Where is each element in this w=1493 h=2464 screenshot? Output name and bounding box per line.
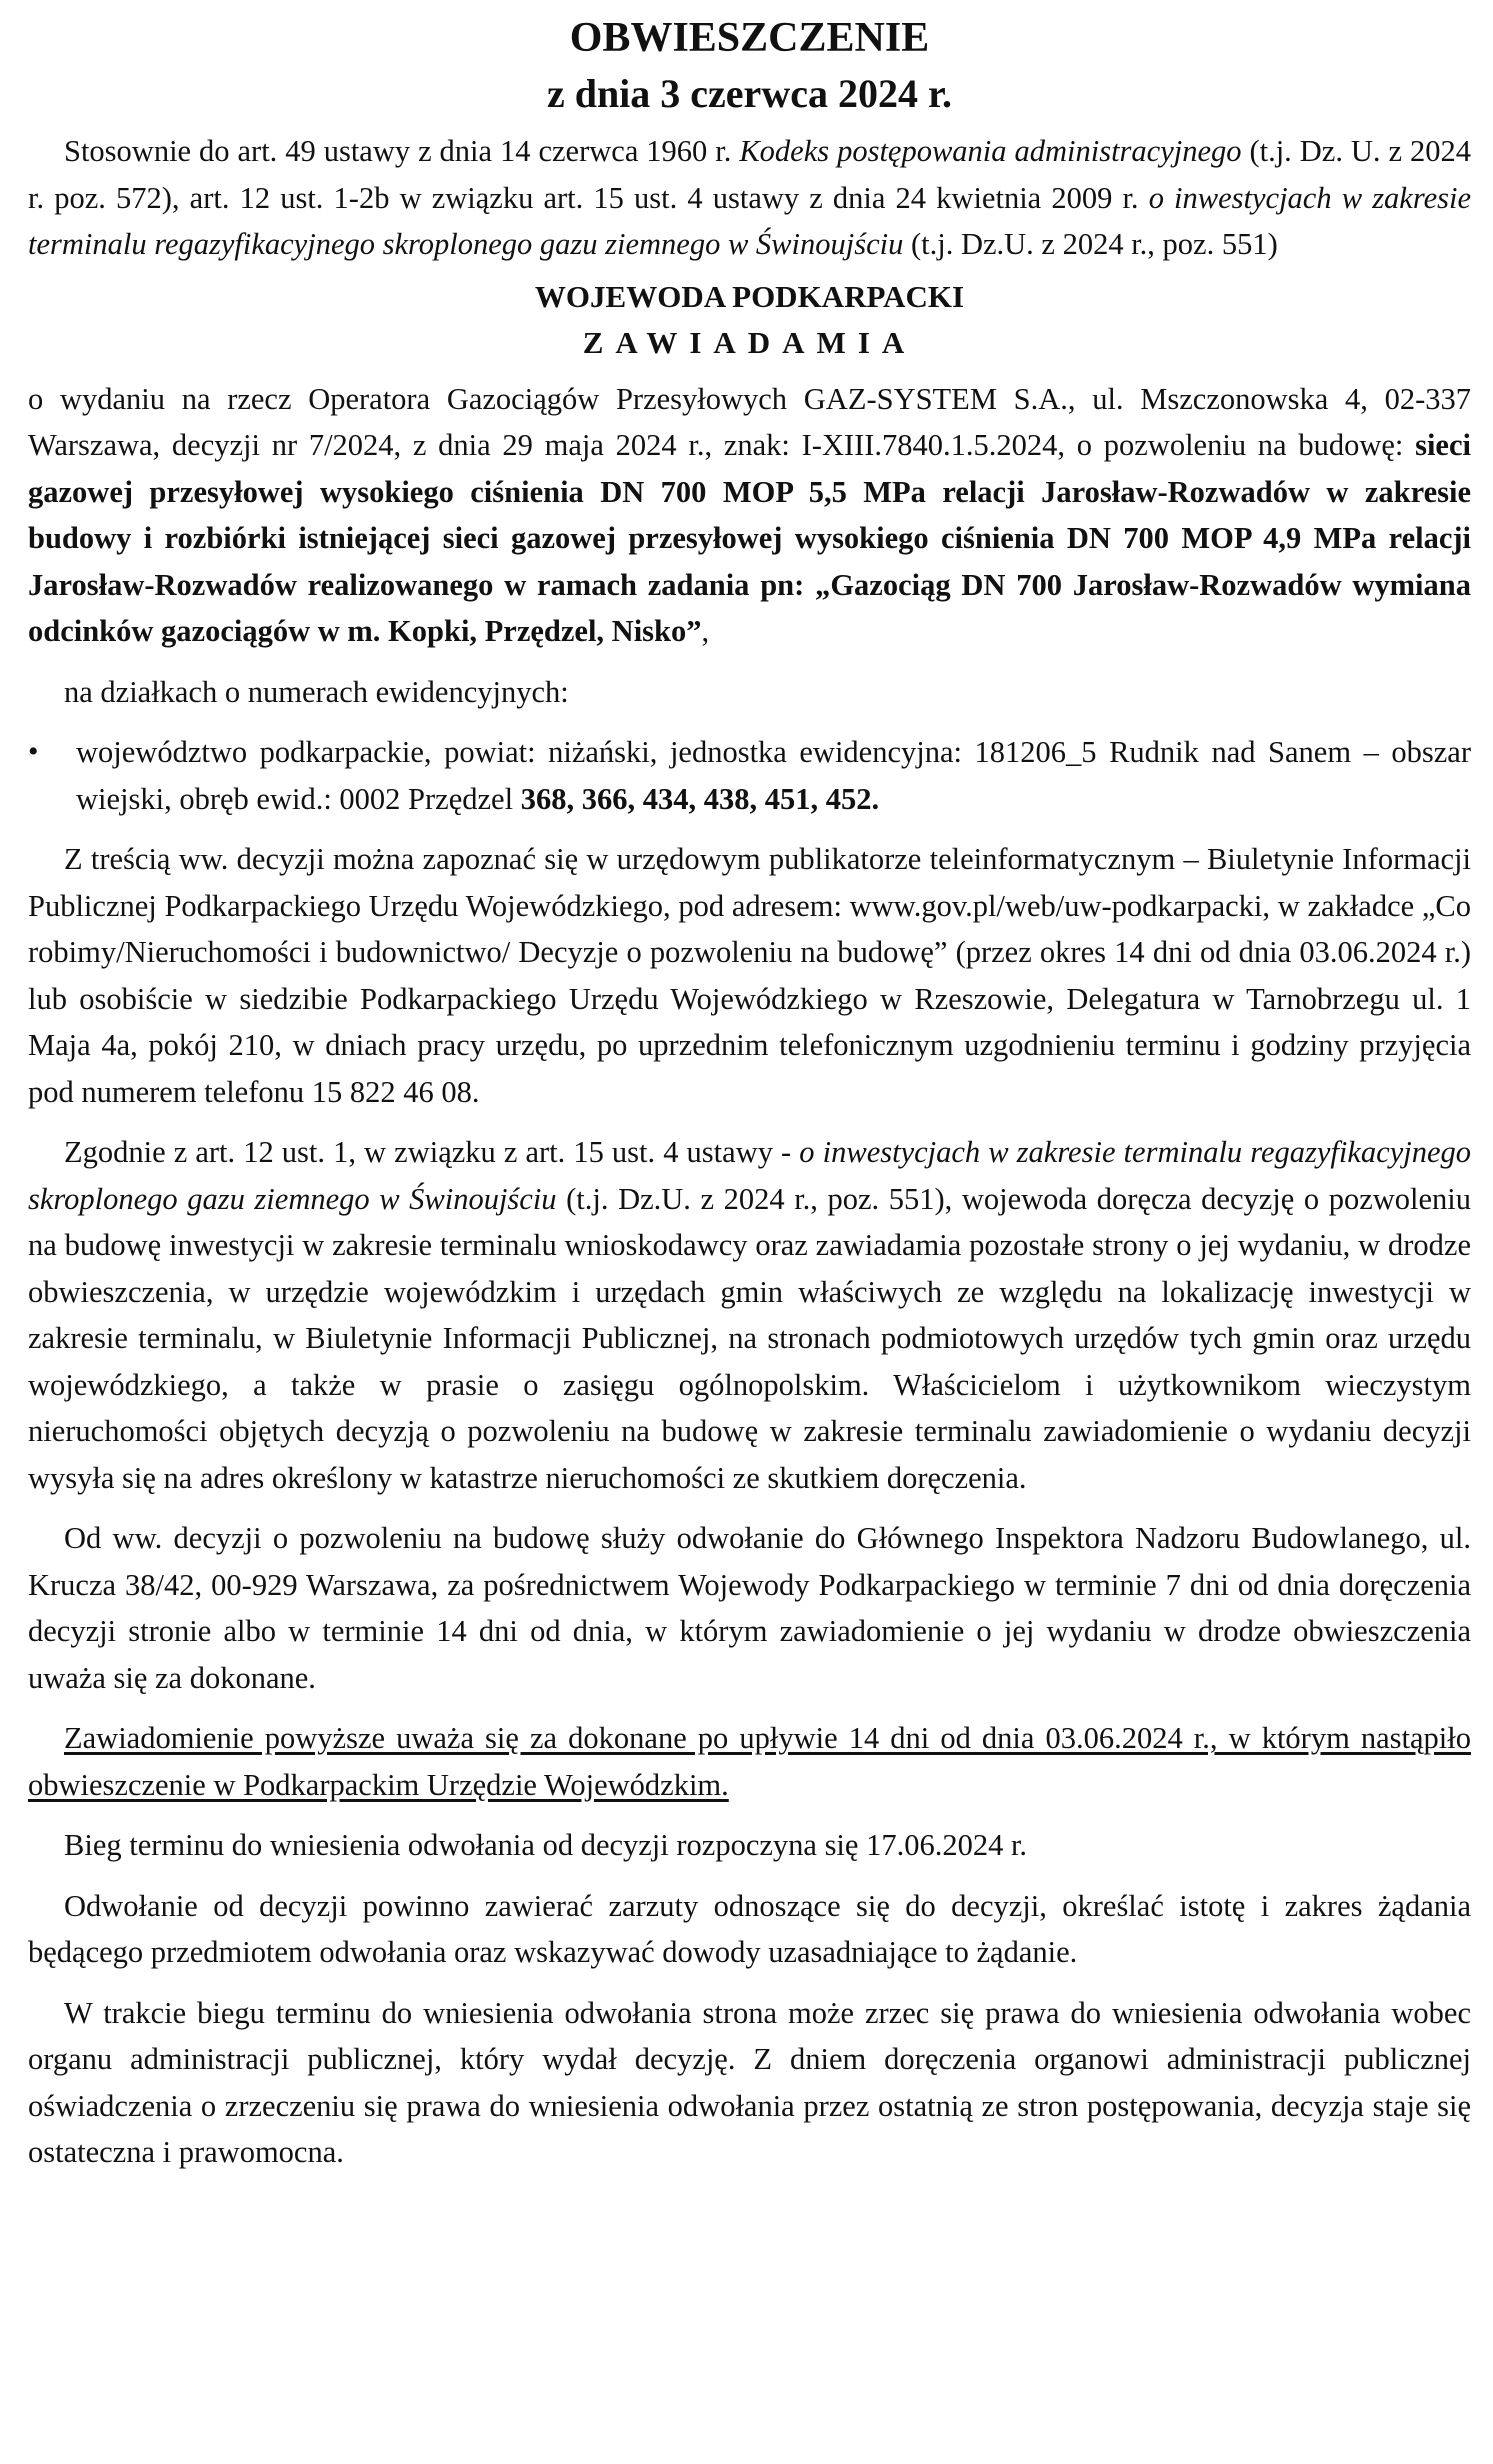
decision-paragraph	[28, 376, 1471, 655]
decision-subject: sieci gazowej przesyłowej wysokiego ciśnienia DN 700 MOP 5,5 MPa relacji Jarosław-Rozwadów w zakresie budowy i rozbiórki istniejącej sieci gazowej przesyłowej wysokiego ciśnienia DN 700 MOP 4,9 MPa relacji Jarosław-Rozwadów realizowanego w ramach zadania pn: „Gazociąg DN 700 Jarosław-Rozwadów wymiana odcinków gazociągów w m. Kopki, Przędzel, Nisko”	[28, 428, 1471, 648]
legal-basis-paragraph	[28, 128, 1471, 268]
parcels-intro: na działkach o numerach ewidencyjnych:	[64, 674, 569, 709]
parcel-description	[76, 729, 1471, 822]
parcel-location: województwo podkarpackie, powiat: niżański, jednostka ewidencyjna: 181206_5 Rudnik nad Sanem – obszar wiejski, obręb ewid.: 0002 Przędzel	[76, 735, 1471, 816]
delivery-rules-act-title: o inwestycjach w zakresie terminalu regazyfikacyjnego skroplonego gazu ziemnego w Świnoujściu	[28, 1135, 1471, 1216]
delivery-rules-paragraph	[28, 1129, 1471, 1501]
decision-text: o wydaniu na rzecz Operatora Gazociągów Przesyłowych GAZ-SYSTEM S.A., ul. Mszczonowska 4, 02-337 Warszawa, decyzji nr 7/2024, z dnia 29 maja 2024 r., znak: I-XIII.7840.1.5.2024, o pozwoleniu na budowę:	[28, 381, 1471, 462]
parcel-numbers: 368, 366, 434, 438, 451, 452.	[520, 781, 880, 816]
bullet-icon: •	[28, 735, 39, 768]
legal-basis-act-title-1: Kodeks postępowania administracyjnego	[739, 134, 1242, 168]
delivery-rules-text-1: Zgodnie z art. 12 ust. 1, w związku z art. 15 ust. 4 ustawy -	[64, 1135, 800, 1169]
notice-effective-text: Zawiadomienie powyższe uważa się za dokonane po upływie 14 dni od dnia 03.06.2024 r., w którym nastąpiło obwieszczenie w Podkarpackim Urzędzie Wojewódzkim.	[28, 1721, 1471, 1802]
appeal-paragraph: Od ww. decyzji o pozwoleniu na budowę służy odwołanie do Głównego Inspektora Nadzoru Budowlanego, ul. Krucza 38/42, 00-929 Warszawa, za pośrednictwem Wojewody Podkarpackiego w terminie 7 dni od dnia doręczenia decyzji stronie albo w terminie 14 dni od dnia, w którym zawiadomienie o jej wydaniu w drodze obwieszczenia uważa się za dokonane.	[28, 1521, 1471, 1695]
waiver-paragraph: W trakcie biegu terminu do wniesienia odwołania strona może zrzec się prawa do wniesienia odwołania wobec organu administracji publicznej, który wydał decyzję. Z dniem doręczenia organowi administracji publicznej oświadczenia o zrzeczeniu się prawa do wniesienia odwołania przez ostatnią ze stron postępowania, decyzja staje się ostateczna i prawomocna.	[28, 1995, 1471, 2169]
legal-basis-text-1: Stosownie do art. 49 ustawy z dnia 14 czerwca 1960 r.	[64, 134, 740, 168]
decision-text-end: ,	[701, 614, 710, 648]
notice-effective-paragraph	[28, 1715, 1471, 1808]
legal-basis-act-title-2: o inwestycjach w zakresie terminalu regazyfikacyjnego skroplonego gazu ziemnego w Świnoujściu	[28, 180, 1471, 261]
authority-action: ZAWIADAMIA	[582, 324, 917, 360]
document-date: z dnia 3 czerwca 2024 r.	[546, 71, 953, 116]
legal-basis-text-3: (t.j. Dz.U. z 2024 r., poz. 551)	[903, 227, 1278, 261]
document-title: OBWIESZCZENIE	[569, 15, 930, 61]
appeal-content-paragraph: Odwołanie od decyzji powinno zawierać zarzuty odnoszące się do decyzji, określać istotę i zakres żądania będącego przedmiotem odwołania oraz wskazywać dowody uzasadniające to żądanie.	[28, 1888, 1471, 1969]
authority-name: WOJEWODA PODKARPACKI	[534, 278, 965, 314]
legal-basis-text-2: (t.j. Dz. U. z 2024 r. poz. 572), art. 12 ust. 1-2b w związku art. 15 ust. 4 ustawy z dnia 24 kwietnia 2009 r.	[28, 134, 1472, 215]
access-paragraph: Z treścią ww. decyzji można zapoznać się w urzędowym publikatorze teleinformatycznym – Biuletynie Informacji Publicznej Podkarpackiego Urzędu Wojewódzkiego, pod adresem: www.gov.pl/web/uw-podkarpacki, w zakładce „Co robimy/Nieruchomości i budownictwo/ Decyzje o pozwoleniu na budowę” (przez okres 14 dni od dnia 03.06.2024 r.) lub osobiście w siedzibie Podkarpackiego Urzędu Wojewódzkiego w Rzeszowie, Delegatura w Tarnobrzegu ul. 1 Maja 4a, pokój 210, w dniach pracy urzędu, po uprzednim telefonicznym uzgodnieniu terminu i godziny przyjęcia pod numerem telefonu 15 822 46 08.	[28, 842, 1471, 1109]
deadline-paragraph: Bieg terminu do wniesienia odwołania od decyzji rozpoczyna się 17.06.2024 r.	[64, 1828, 1028, 1862]
parcel-list-item	[28, 729, 1471, 822]
delivery-rules-text-2: (t.j. Dz.U. z 2024 r., poz. 551), wojewoda doręcza decyzję o pozwoleniu na budowę inwestycji w zakresie terminalu wnioskodawcy oraz zawiadamia pozostałe strony o jej wydaniu, w drodze obwieszczenia, w urzędzie wojewódzkim i urzędach gmin właściwych ze względu na lokalizację inwestycji w zakresie terminalu, w Biuletynie Informacji Publicznej, na stronach podmiotowych urzędów tych gmin oraz urzędu wojewódzkiego, a także w prasie o zasięgu ogólnopolskim. Właścicielom i użytkownikom wieczystym nieruchomości objętych decyzją o pozwoleniu na budowę w zakresie terminalu zawiadomienie o wydaniu decyzji wysyła się na adres określony w katastrze nieruchomości ze skutkiem doręczenia.	[28, 1181, 1472, 1495]
